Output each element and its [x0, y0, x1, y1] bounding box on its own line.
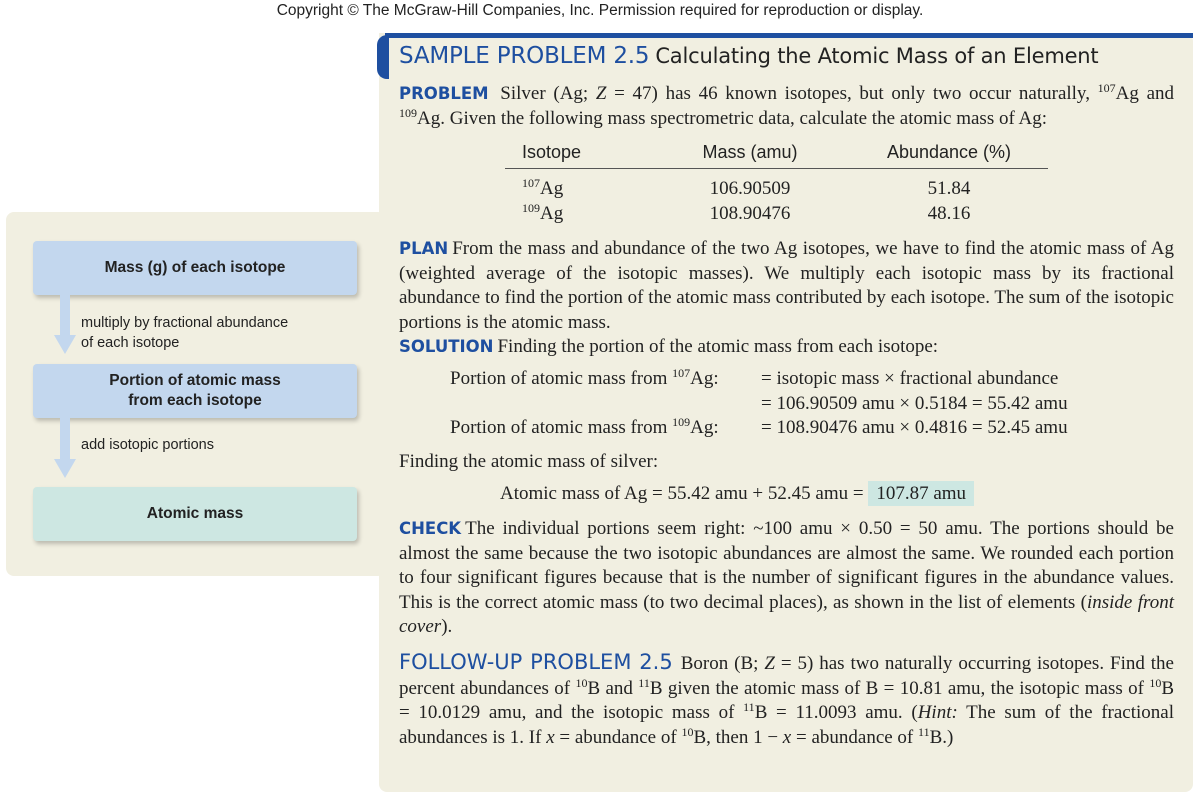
- equation-rhs-2: = 106.90509 amu × 0.5184 = 55.42 amu: [761, 393, 1068, 414]
- flowchart-panel: [6, 212, 386, 576]
- flow-arrow-down-icon: [54, 295, 76, 354]
- flow-box-portion: Portion of atomic mass from each isotope: [33, 364, 357, 418]
- final-answer: 107.87 amu: [868, 481, 974, 506]
- solution-paragraph: SOLUTION Finding the portion of the atomic mass from each isotope:: [399, 336, 939, 357]
- silver-heading: Finding the atomic mass of silver:: [399, 451, 659, 472]
- equation-rhs-1: = isotopic mass × fractional abundance: [761, 368, 1059, 389]
- flow-box-isotope-mass: Mass (g) of each isotope: [33, 241, 357, 295]
- equation-portion-109: Portion of atomic mass from $^{109}$Ag:: [450, 415, 719, 438]
- equation-rhs-3: = 108.90476 amu × 0.4816 = 52.45 amu: [761, 417, 1068, 438]
- table-header: Isotope Mass (amu) Abundance (%): [505, 136, 1048, 169]
- plan-paragraph: PLAN From the mass and abundance of the two Ag isotopes, we have to find the atomic mass of Ag (weighted average of the isotopic masses). We multiply each isotopic mass by its fractional abundance to find the portion of the atomic mass contributed by each isotope. The sum of the isotopic portions is the atomic mass.: [399, 238, 1174, 333]
- follow-up-paragraph: FOLLOW-UP PROBLEM 2.5 Boron (B; Z = 5) has two naturally occurring isotopes. Find the percent abundances of $^{10}$B and $^{11}$B given the atomic mass of B = 10.81 amu, the isotopic mass of $^{10}$B = 10.0129 amu, and the isotopic mass of $^{11}$B = 11.0093 amu. (Hint: The sum of the fractional abundances is 1. If x = abundance of $^{10}$B, then 1 − x = abundance of $^{11}$B.): [399, 650, 1175, 748]
- table-row: $^{107}$Ag 106.90509 51.84: [522, 175, 971, 199]
- table-row: $^{109}$Ag 108.90476 48.16: [522, 200, 971, 224]
- flow-arrow-down-icon: [54, 418, 76, 478]
- flow-step-add: add isotopic portions: [81, 437, 214, 453]
- final-equation: Atomic mass of Ag = 55.42 amu + 52.45 amu = 107.87 amu: [500, 483, 974, 505]
- title-rule: [385, 33, 1193, 38]
- flow-step-multiply: multiply by fractional abundance of each isotope: [81, 315, 289, 352]
- problem-paragraph: PROBLEM Silver (Ag; Z = 47) has 46 known isotopes, but only two occur naturally, $^{107}$Ag and $^{109}$Ag. Given the following mass spectrometric data, calculate the atomic mass of Ag:: [399, 81, 1174, 129]
- check-paragraph: CHECK The individual portions seem right: ~100 amu × 0.50 = 50 amu. The portions should be almost the same because the two isotopic abundances are almost the same. We rounded each portion to four significant figures because that is the number of significant figures in the abundance values. This is the correct atomic mass (to two decimal places), as shown in the list of elements (inside front cover).: [399, 518, 1174, 638]
- copyright-notice: Copyright © The McGraw-Hill Companies, Inc. Permission required for reproduction or display.: [276, 2, 924, 19]
- isotope-table: [505, 136, 1048, 226]
- sample-problem-title: SAMPLE PROBLEM 2.5 Calculating the Atomic Mass of an Element: [399, 43, 1099, 69]
- title-tab: [377, 35, 389, 79]
- equation-portion-107: Portion of atomic mass from $^{107}$Ag:: [450, 366, 719, 389]
- flow-box-atomic-mass: Atomic mass: [33, 487, 357, 541]
